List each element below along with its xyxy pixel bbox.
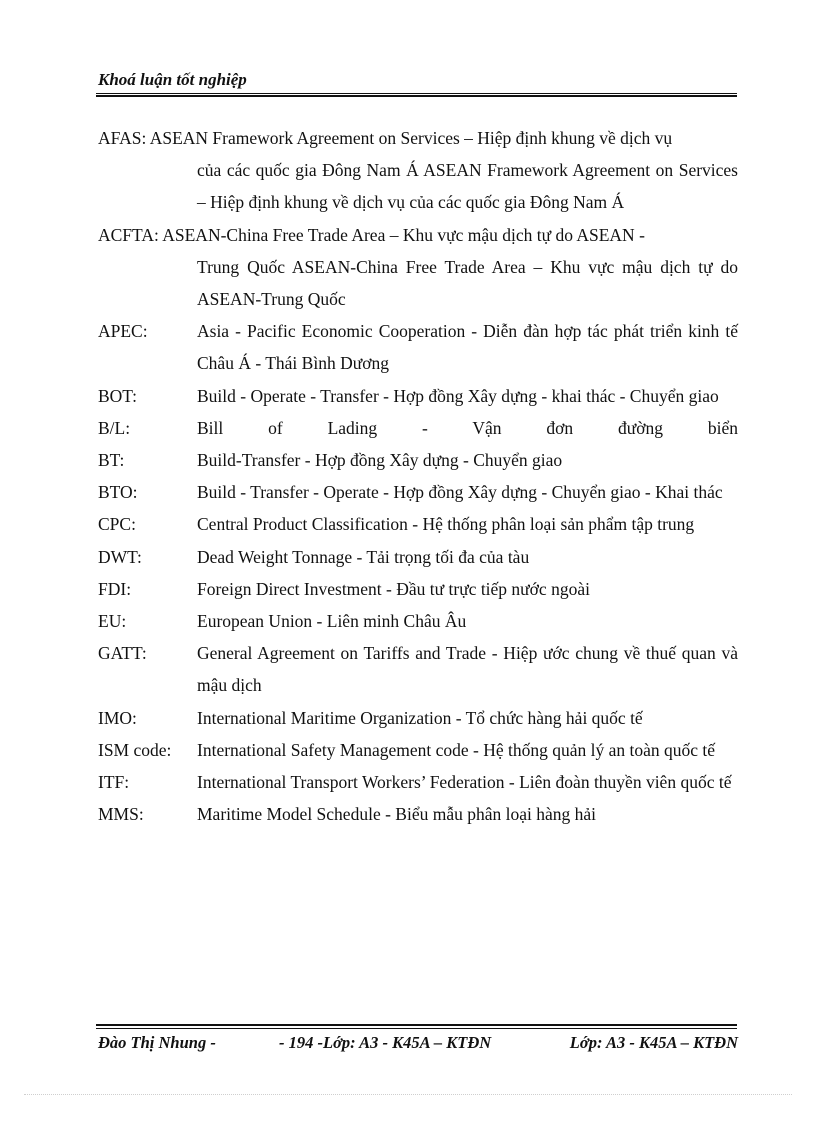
entry-definition: Build-Transfer - Hợp đồng Xây dựng - Chuyển giao [197, 450, 563, 471]
entry-term: DWT: [98, 546, 142, 567]
entry-definition: International Transport Workers’ Federation - Liên đoàn thuyền viên quốc tế [197, 772, 732, 793]
page-bottom-dotted-line [24, 1094, 792, 1095]
entry-term: APEC: [98, 321, 148, 342]
page-header-title: Khoá luận tốt nghiệp [98, 70, 247, 89]
list-item-cpc [98, 508, 738, 540]
entry-definition: International Maritime Organization - Tổ chức hàng hải quốc tế [197, 707, 643, 728]
entry-term: BTO: [98, 482, 138, 503]
footer-rule-thick [96, 1024, 737, 1026]
list-item-bt [98, 444, 738, 476]
entry-definition: của các quốc gia Đông Nam Á ASEAN Framework Agreement on Services – Hiệp định khung về dịch vụ của các quốc gia Đông Nam Á [197, 160, 738, 213]
entry-term: ISM code: [98, 739, 172, 760]
list-item-bl [98, 412, 738, 444]
entry-term: GATT: [98, 643, 147, 664]
entry-term: BOT: [98, 385, 137, 406]
entry-definition: Foreign Direct Investment - Đầu tư trực tiếp nước ngoài [197, 578, 590, 599]
page-footer [98, 1033, 738, 1055]
entry-term: FDI: [98, 578, 132, 599]
entry-definition: Central Product Classification - Hệ thống phân loại sản phẩm tập trung [197, 514, 695, 535]
list-item-acfta [98, 219, 738, 316]
footer-rule-thin [96, 1028, 737, 1029]
footer-author: Đào Thị Nhung - [98, 1033, 216, 1052]
list-item-bto [98, 476, 738, 508]
list-item-itf [98, 766, 738, 798]
footer-class: Lớp: A3 - K45A – KTĐN [569, 1033, 738, 1052]
entry-definition: Build - Transfer - Operate - Hợp đồng Xây dựng - Chuyển giao - Khai thác [197, 482, 723, 503]
entry-term: EU: [98, 611, 127, 632]
list-item-ism-code [98, 734, 738, 766]
entry-term: B/L: [98, 417, 131, 438]
entry-definition: Maritime Model Schedule - Biểu mẫu phân loại hàng hải [197, 804, 596, 825]
list-item-imo [98, 702, 738, 734]
entry-term: BT: [98, 450, 125, 471]
entry-definition: Dead Weight Tonnage - Tải trọng tối đa của tàu [197, 546, 530, 567]
entry-term: IMO: [98, 707, 137, 728]
list-item-afas [98, 122, 738, 219]
list-item-dwt [98, 541, 738, 573]
entry-definition: International Safety Management code - Hệ thống quản lý an toàn quốc tế [197, 739, 716, 760]
abbreviation-list [98, 122, 738, 830]
header-rule-thick [96, 95, 737, 97]
entry-term: CPC: [98, 514, 136, 535]
entry-term-line: ACFTA: ASEAN-China Free Trade Area – Khu vực mậu dịch tự do ASEAN - [98, 224, 645, 245]
entry-term: MMS: [98, 804, 144, 825]
list-item-mms [98, 798, 738, 830]
list-item-apec [98, 315, 738, 379]
list-item-eu [98, 605, 738, 637]
entry-definition: European Union - Liên minh Châu Âu [197, 611, 467, 632]
entry-definition: Asia - Pacific Economic Cooperation - Diễn đàn hợp tác phát triển kinh tế Châu Á - Thái Bình Dương [197, 321, 738, 374]
entry-term-line: AFAS: ASEAN Framework Agreement on Services – Hiệp định khung về dịch vụ [98, 128, 673, 148]
list-item-gatt [98, 637, 738, 701]
header-rule-thin [96, 93, 737, 94]
list-item-bot [98, 380, 738, 412]
entry-definition: Trung Quốc ASEAN-China Free Trade Area – Khu vực mậu dịch tự do ASEAN-Trung Quốc [197, 256, 738, 310]
entry-definition: Build - Operate - Transfer - Hợp đồng Xây dựng - khai thác - Chuyển giao [197, 385, 719, 406]
footer-page-number: - 194 -Lớp: A3 - K45A – KTĐN [279, 1033, 492, 1052]
entry-definition: Bill of Lading - Vận đơn đường biển [197, 417, 738, 438]
entry-definition: General Agreement on Tariffs and Trade - Hiệp ước chung về thuế quan và mậu dịch [197, 643, 738, 696]
entry-term: ITF: [98, 772, 130, 793]
list-item-fdi [98, 573, 738, 605]
